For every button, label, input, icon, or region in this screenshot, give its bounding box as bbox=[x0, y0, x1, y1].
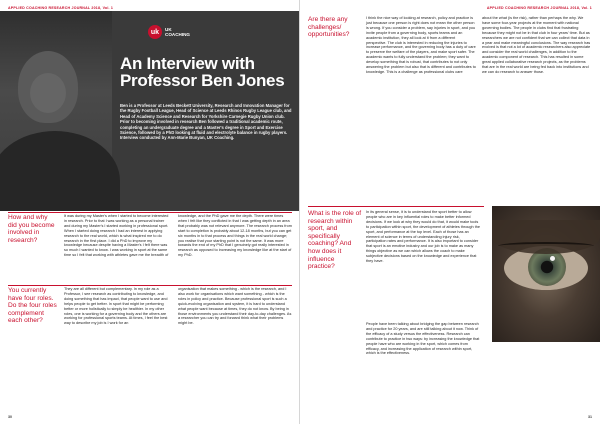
answer-column: about the what (is the risk), rather than perhaps the why. We have some four-year projects at the moment with national governing bodies. The people in clubs find that frustrating because they might not be in that club in four years' time. But as researchers we are not confident that we can collect that data in a year and make meaningful conclusions. The way research has evolved is that not a lot of academic researchers also appreciate and consider the real world challenges, in addition to the academic component of research. This has resulted in some great applied collaborative research projects, as the problems that are in the real world are being fed back into institutions and we can do research to answer those. bbox=[482, 16, 591, 74]
running-head-right: APPLIED COACHING RESEARCH JOURNAL 2018, Vol. 1 bbox=[486, 6, 592, 10]
article-intro: Ben is a Professor at Leeds Beckett University, Research and Innovation Manager for the Rugby Football League, Head of Science at Leeds Rhinos Rugby League club, and Head of Academy Science and Research for Yorkshire Carnegie Rugby Union club. Prior to becoming involved in research Ben followed a traditional academic route, completing an undergraduate degree and a Master's degree in Sport and Exercise Science, followed by a PhD looking at fluid and electrolyte balance in rugby players. Interview conducted by Ann-Marie Bunyan, UK Coaching. bbox=[120, 103, 292, 141]
question-heading: You currently have four roles. Do the four roles complement each other? bbox=[8, 287, 57, 325]
answer-column: I think the nice way of looking at research, policy and practice is just because one person is right does not mean the other person is wrong. If you consider a problem, say injuries in sport, and you invite people from a governing body, sports teams and an academic institution, they all look at it from a different perspective. The club is interested in reducing the injuries to increase performance, and the governing body has a duty of care to preserve the welfare of the players, and make sport safer. The academic wants to fully understand the problem; they want to develop something that is robust, that contributes to not only answering the problem but also that is different and contributes to knowledge. This is a challenge as professional clubs care bbox=[366, 16, 476, 74]
answer-column: organisation that makes something - which is the research, and I also work for organisations which want something - which is the roles in policy and practice. Because professional sport is such a quick-evolving organisation and system, it is hard to understand what people want because at times, they do not know. By being in those environments you understand their day-to-day challenges. As a researcher you can try and forward think what their problems might be. bbox=[178, 287, 292, 326]
logo-line-2: COACHING bbox=[165, 32, 191, 37]
answer-column: They are all different but complementary. In my role as a Professor, I see research as contributing to knowledge, and doing something that has impact, that people want to use and helps people to get better. In sport that might be performing better or more holistically to simply be healthier. In my other roles, one is working for a governing body and the others are working for professional sports teams. At times, I feel the best way to describe my job is I work for an bbox=[64, 287, 168, 326]
answer-column: In its general sense, it is to understand the sport better to allow people who are in key influential roles to make better informed decisions. If we look at why they would do that, it would make tools to participation within sport, the development of athletes through the sport, and performance at the top level. Each of those has an element of science in terms of understanding injury risk, participation rates and performance. It is also important to consider that sport is an emotive industry and our job is to make as many things objective as we can which allows the coach to make subjective decisions based on the knowledge and experience that they have. bbox=[366, 210, 480, 264]
answer-column: It was during my Master's when I started to become interested in research. Prior to that I was working as a personal trainer and during my Master's I started working in professional sport. When I started doing research I had an interest in applying research to the real world, which is what inspired me to do research in the first place. I did a PhD to improve my knowledge because despite having a Master's I felt there was so much I wanted to know. I was working in sport at the same time so I felt that working with athletes gave me the breadth of bbox=[64, 214, 169, 258]
question-heading: How and why did you become involved in research? bbox=[8, 214, 55, 244]
right-page bbox=[300, 0, 600, 424]
logo-line-1: UK bbox=[165, 27, 172, 32]
article-title: An Interview with Professor Ben Jones bbox=[120, 54, 285, 90]
running-head-left: APPLIED COACHING RESEARCH JOURNAL 2018, Vol. 1 bbox=[8, 6, 114, 10]
page-number-left: 30 bbox=[8, 415, 12, 419]
page-number-right: 31 bbox=[588, 415, 592, 419]
portrait-photo bbox=[0, 11, 112, 211]
answer-column: knowledge, and the PhD gave me the depth. There were times when I felt like they conflicted in that I was getting depth in an area that probably was not relevant anymore. The research process from start to completion is probably about 12-18 months, but you can get six months in to that process and things in the real world change; you realise that your starting point is not the same. It was more towards the end of my PhD that I genuinely got really interested in research as opposed to increasing my knowledge like at the start of my PhD. bbox=[178, 214, 292, 258]
section-rule bbox=[8, 285, 292, 286]
question-heading: What is the role of research within sport, and specifically coaching? And how does it influence practice? bbox=[308, 210, 362, 271]
uk-coaching-logo bbox=[148, 25, 190, 39]
section-rule bbox=[308, 206, 484, 207]
question-heading: Are there any challenges/ opportunities? bbox=[308, 16, 350, 39]
eye-closeup-photo bbox=[492, 206, 600, 342]
hero-panel bbox=[0, 11, 300, 211]
uk-logo-icon: uk bbox=[148, 25, 162, 39]
section-rule bbox=[8, 212, 292, 213]
answer-column: People have been talking about bridging the gap between research and practice for 20 years, and are still talking about it now. Think of the efficacy of a study versus the effectiveness. Research can contribute to practice in two ways: by increasing the knowledge that people have who are working in the sport, which comes from efficacy, and increasing the application of research within sport, which is the effectiveness. bbox=[366, 322, 480, 356]
logo-wordmark bbox=[165, 27, 190, 37]
